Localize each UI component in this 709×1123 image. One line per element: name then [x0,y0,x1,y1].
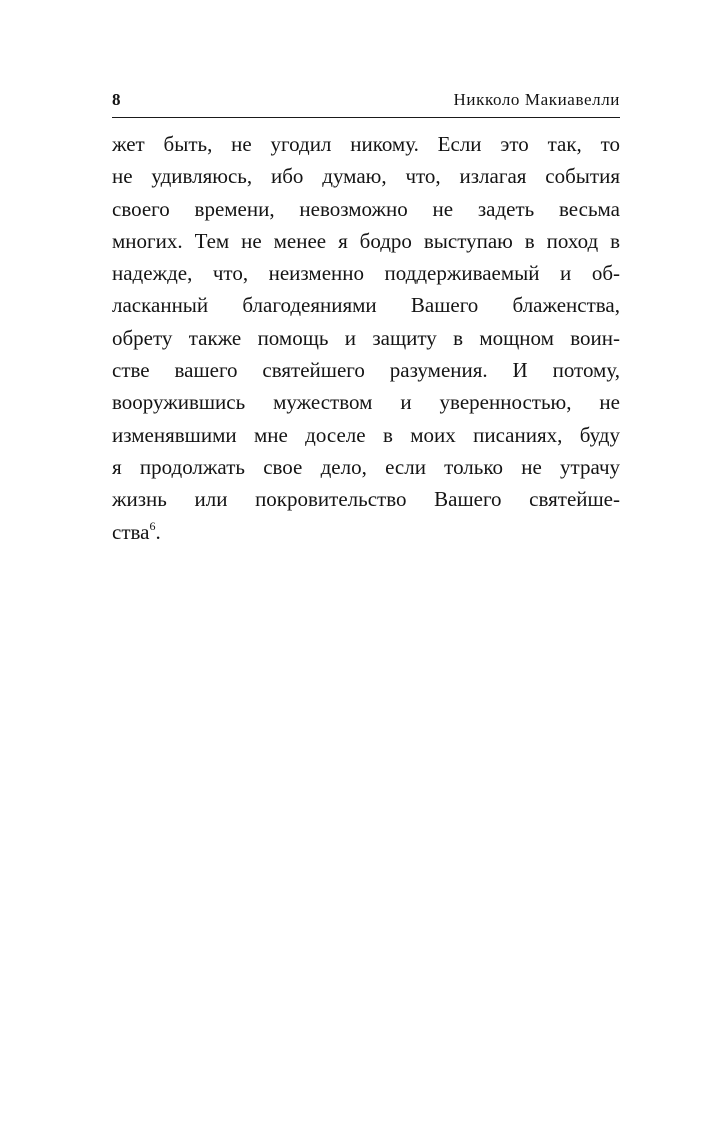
text-line: жизнь или покровительство Вашего святейше- [112,487,620,512]
text-line: жет быть, не угодил никому. Если это так, то [112,132,620,156]
running-header-author: Никколо Макиавелли [453,90,620,109]
text-line: я продолжать свое дело, если только не утрачу [112,454,620,479]
last-line-end: . [155,519,161,544]
header-rule [112,117,620,118]
page-number: 8 [112,90,121,109]
text-line: обрету также помощь и защиту в мощном воин- [112,325,620,350]
text-line: не удивляюсь, ибо думаю, что, излагая события [112,164,620,189]
text-line-last [112,516,620,548]
text-line: своего времени, невозможно не задеть весьма [112,196,620,221]
text-line: многих. Тем не менее я бодро выступаю в поход в [112,228,620,253]
last-line-text: ства [112,519,150,544]
text-line: стве вашего святейшего разумения. И потому, [112,358,620,383]
body-paragraph [112,128,620,548]
running-header [112,88,620,116]
text-line: изменявшими мне доселе в моих писаниях, буду [112,422,620,447]
text-line: вооружившись мужеством и уверенностью, не [112,390,620,415]
text-line: ласканный благодеяниями Вашего блаженства, [112,293,620,318]
footnote-marker[interactable]: 6 [149,518,156,533]
text-line: надежде, что, неизменно поддерживаемый и об- [112,261,620,286]
